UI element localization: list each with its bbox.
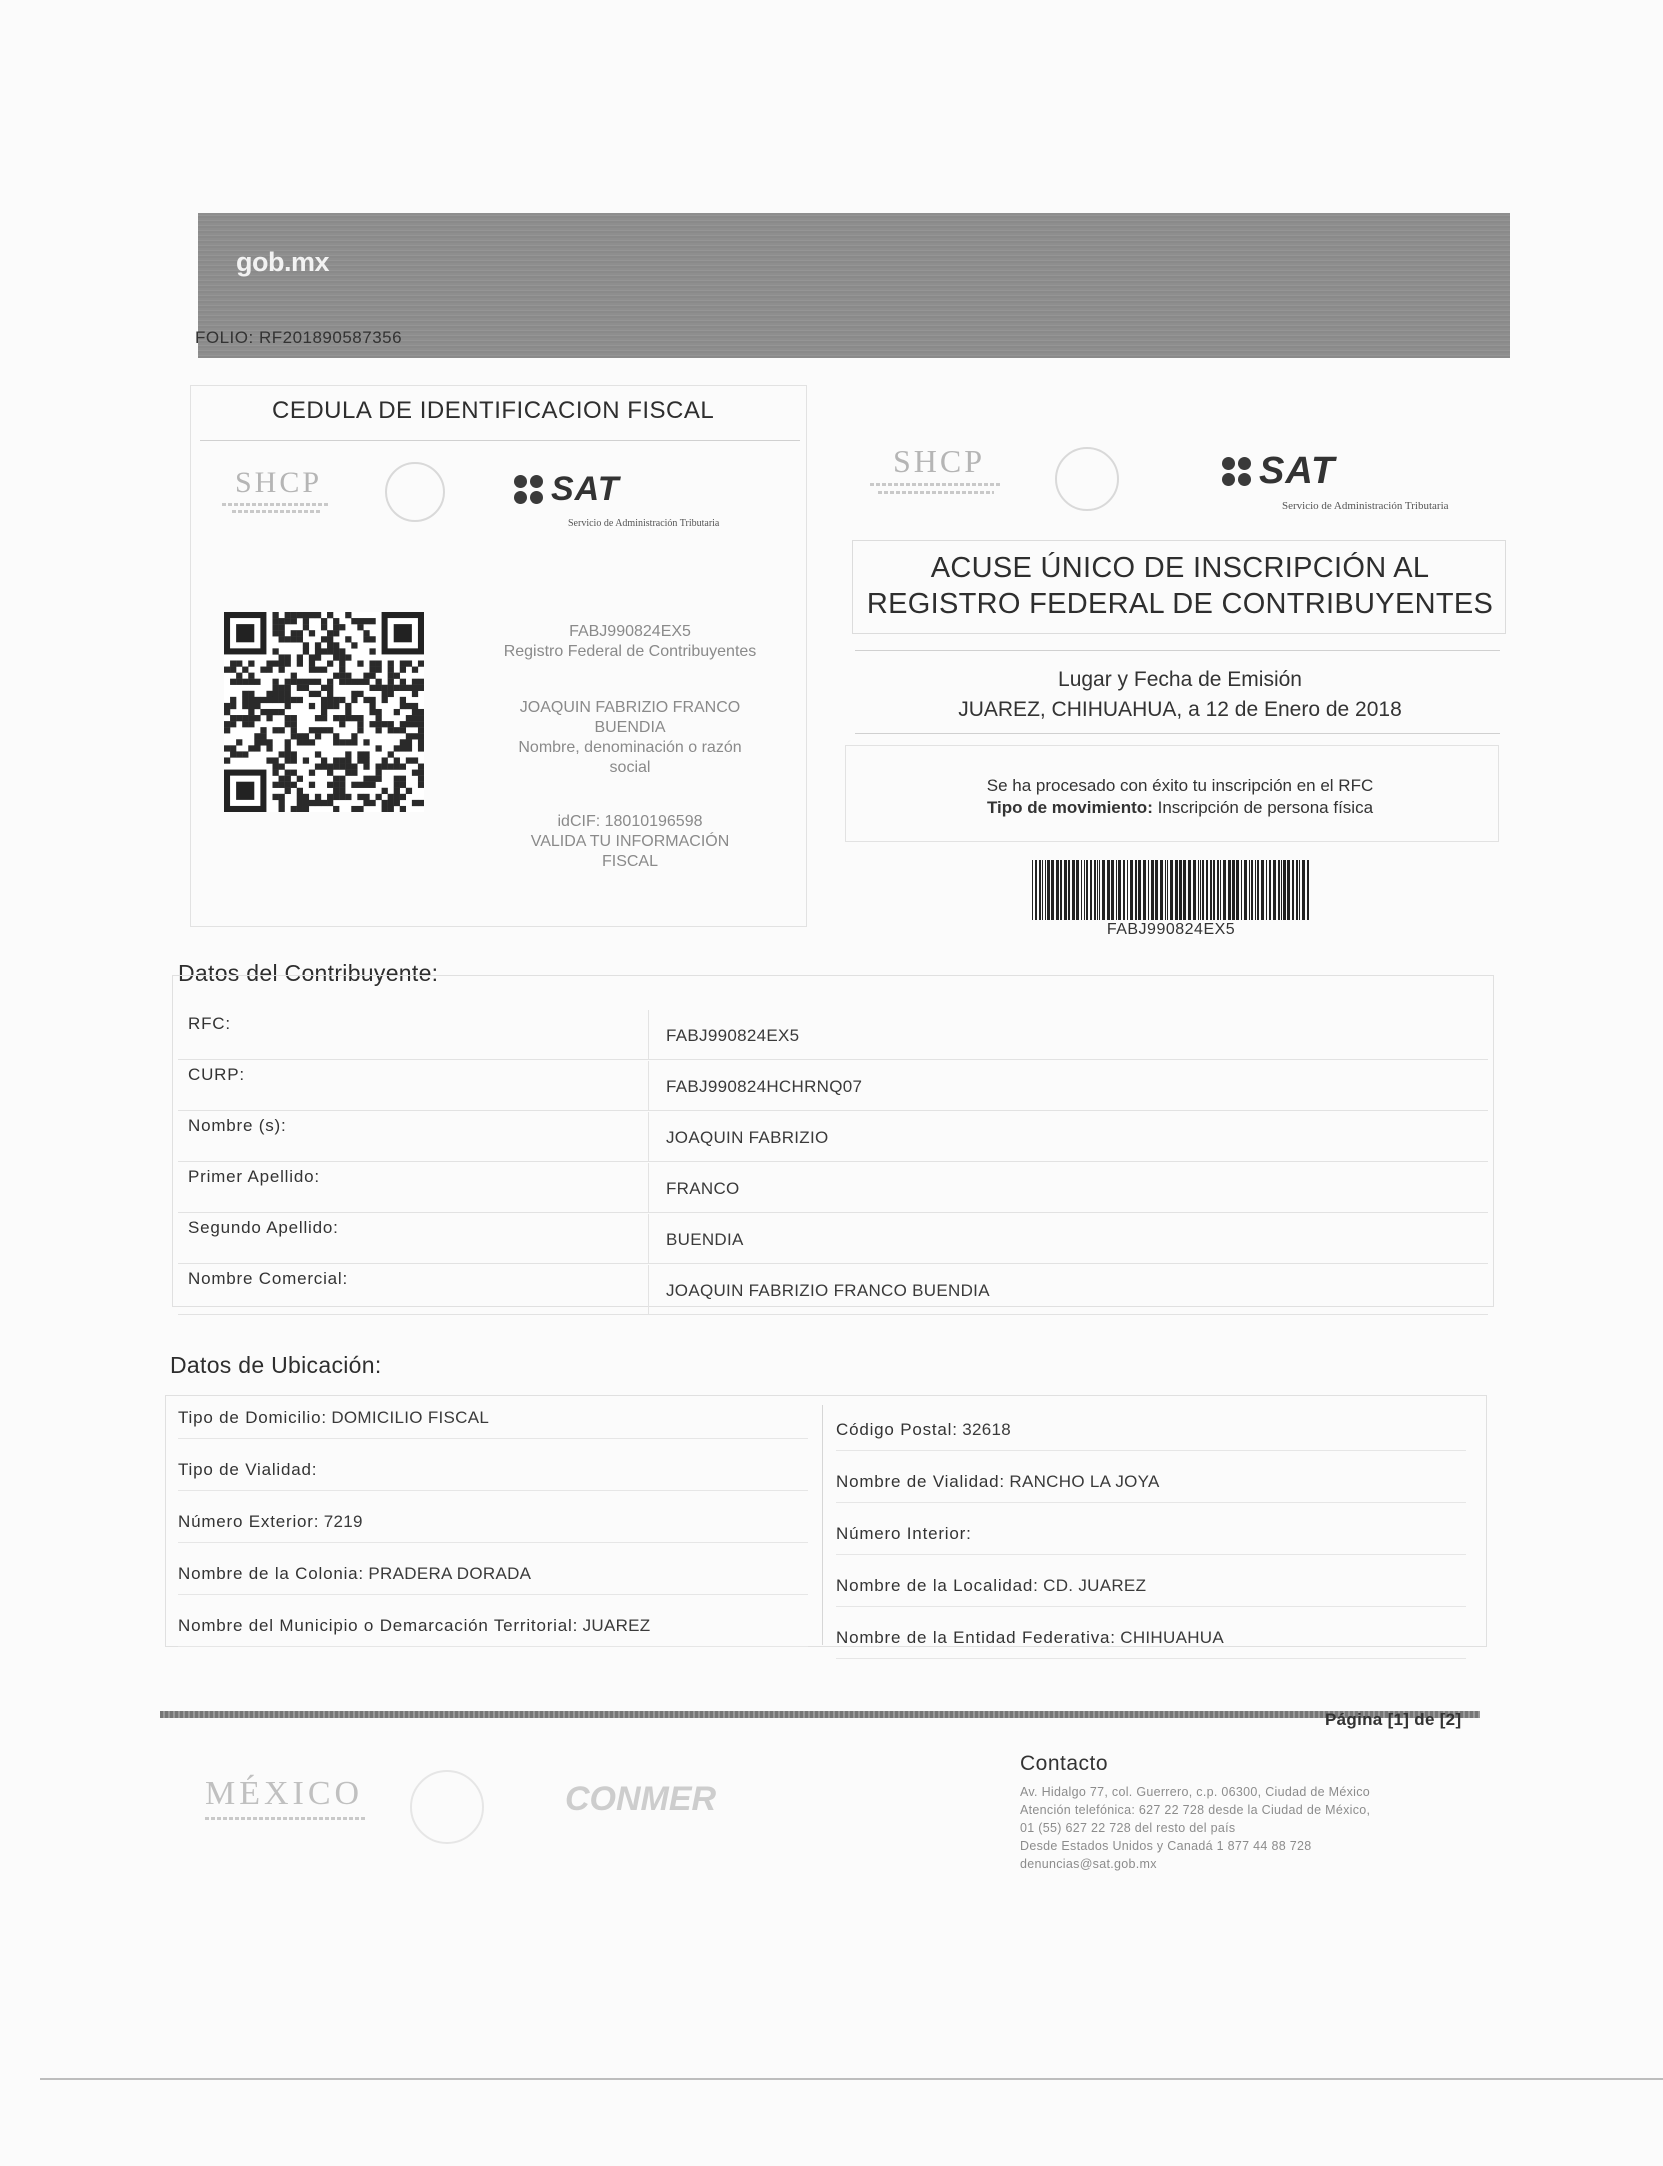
contribuyente-section-title: Datos del Contribuyente: (178, 960, 439, 986)
field-label: Código Postal: (836, 1420, 958, 1439)
national-seal-icon-right (1055, 447, 1119, 511)
field-value: CHIHUAHUA (1120, 1628, 1225, 1647)
sat-logo-right: SAT (1222, 452, 1335, 490)
field-label: Nombre de la Entidad Federativa: (836, 1628, 1116, 1647)
cedula-title: CEDULA DE IDENTIFICACION FISCAL (272, 397, 715, 424)
gob-mx-logo: gob.mx (236, 247, 330, 277)
ubicacion-section-title: Datos de Ubicación: (170, 1352, 382, 1378)
sat-subtitle: Servicio de Administración Tributaria (568, 518, 720, 529)
field-value: FRANCO (666, 1179, 740, 1198)
contribuyente-row (178, 1214, 1488, 1264)
sat-dots-icon (514, 475, 543, 504)
field-label: RFC: (188, 1014, 231, 1033)
contacto-line: Atención telefónica: 627 22 728 desde la Ciudad de México, (1020, 1803, 1371, 1817)
cedula-name-line1: JOAQUIN FABRIZIO FRANCO (519, 699, 741, 716)
qr-code[interactable] (224, 612, 424, 812)
barcode-text: FABJ990824EX5 (1106, 921, 1236, 938)
ubicacion-row (836, 1412, 1476, 1470)
rfc-barcode (1030, 860, 1312, 920)
sat-subtitle-right: Servicio de Administración Tributaria (1282, 500, 1449, 512)
sat-logo: SAT (514, 472, 619, 506)
shcp-logo: SHCP (235, 466, 323, 499)
contribuyente-row (178, 1112, 1488, 1162)
contacto-line: Desde Estados Unidos y Canadá 1 877 44 88 728 (1020, 1839, 1312, 1853)
contacto-email-link[interactable]: denuncias@sat.gob.mx (1020, 1857, 1157, 1871)
field-value: 7219 (323, 1512, 363, 1531)
field-label: Segundo Apellido: (188, 1218, 339, 1237)
field-label: Número Exterior: (178, 1512, 320, 1531)
folio-number: FOLIO: RF201890587356 (195, 328, 403, 347)
ubicacion-row (178, 1556, 818, 1614)
field-label: Tipo de Vialidad: (178, 1460, 318, 1479)
field-label: Nombre del Municipio o Demarcación Territorial: (178, 1616, 579, 1635)
field-label: Número Interior: (836, 1524, 972, 1543)
contribuyente-row (178, 1163, 1488, 1213)
national-seal-icon (385, 462, 445, 522)
field-value: CD. JUAREZ (1043, 1576, 1147, 1595)
ubicacion-row (178, 1608, 818, 1666)
field-value: JOAQUIN FABRIZIO (666, 1128, 829, 1147)
field-label: Nombre de Vialidad: (836, 1472, 1005, 1491)
contribuyente-row (178, 1061, 1488, 1111)
contribuyente-row (178, 1265, 1488, 1315)
ubicacion-row (836, 1516, 1476, 1574)
field-label: Nombre (s): (188, 1116, 287, 1135)
conmer-logo: CONMER (565, 1780, 717, 1818)
field-value: PRADERA DORADA (368, 1564, 532, 1583)
ubicacion-row (836, 1620, 1476, 1678)
cedula-rfc-caption: Registro Federal de Contribuyentes (503, 643, 757, 660)
contacto-line: 01 (55) 627 22 728 del resto del país (1020, 1821, 1236, 1835)
field-label: Primer Apellido: (188, 1167, 320, 1186)
tipo-movimiento-label: Tipo de movimiento: (986, 798, 1153, 817)
field-value: BUENDIA (666, 1230, 744, 1249)
ubicacion-row (836, 1464, 1476, 1522)
field-value: JUAREZ (582, 1616, 651, 1635)
field-value: DOMICILIO FISCAL (331, 1408, 490, 1427)
shcp-logo-right: SHCP (893, 443, 986, 479)
procesado-message: Se ha procesado con éxito tu inscripción en el RFC Tipo de movimiento: Inscripción de persona física (986, 776, 1374, 817)
cedula-rfc: FABJ990824EX5 (569, 623, 691, 640)
cedula-idcif: idCIF: 18010196598 (557, 813, 703, 830)
field-value: JOAQUIN FABRIZIO FRANCO BUENDIA (666, 1281, 990, 1300)
ubicacion-row (178, 1452, 818, 1510)
cedula-name-caption-line1: Nombre, denominación o razón (518, 739, 742, 756)
tipo-movimiento-value: Inscripción de persona física (1157, 798, 1374, 817)
ubicacion-row (836, 1568, 1476, 1626)
field-value: 32618 (962, 1420, 1012, 1439)
contribuyente-row (178, 1010, 1488, 1060)
page-number: Página [1] de [2] (1325, 1710, 1462, 1729)
cedula-valida-line2: FISCAL (601, 853, 658, 870)
ubicacion-row (178, 1504, 818, 1562)
footer-separator (160, 1711, 1480, 1718)
field-label: Nombre de la Colonia: (178, 1564, 364, 1583)
sat-dots-icon-right (1222, 457, 1251, 486)
lugar-fecha-emision: Lugar y Fecha de Emisión JUAREZ, CHIHUAHUA, a 12 de Enero de 2018 (860, 665, 1500, 725)
cedula-name-line2: BUENDIA (594, 719, 666, 736)
national-seal-icon-footer (410, 1770, 484, 1844)
lugar-fecha-value: JUAREZ, CHIHUAHUA, a 12 de Enero de 2018 (958, 698, 1402, 721)
acuse-title: ACUSE ÚNICO DE INSCRIPCIÓN AL REGISTRO FEDERAL DE CONTRIBUYENTES (866, 552, 1494, 620)
field-value: RANCHO LA JOYA (1009, 1472, 1160, 1491)
contacto-line: Av. Hidalgo 77, col. Guerrero, c.p. 06300, Ciudad de México (1020, 1785, 1371, 1799)
field-label: Tipo de Domicilio: (178, 1408, 327, 1427)
field-label: CURP: (188, 1065, 245, 1084)
field-value: FABJ990824HCHRNQ07 (666, 1077, 863, 1096)
ubicacion-row (178, 1400, 818, 1458)
field-label: Nombre de la Localidad: (836, 1576, 1039, 1595)
cedula-name-caption-line2: social (609, 759, 651, 776)
mexico-logo: MÉXICO (205, 1775, 364, 1812)
field-value: FABJ990824EX5 (666, 1026, 800, 1045)
field-label: Nombre Comercial: (188, 1269, 349, 1288)
cedula-valida-line1: VALIDA TU INFORMACIÓN (530, 833, 730, 850)
contacto-title: Contacto (1020, 1752, 1109, 1775)
